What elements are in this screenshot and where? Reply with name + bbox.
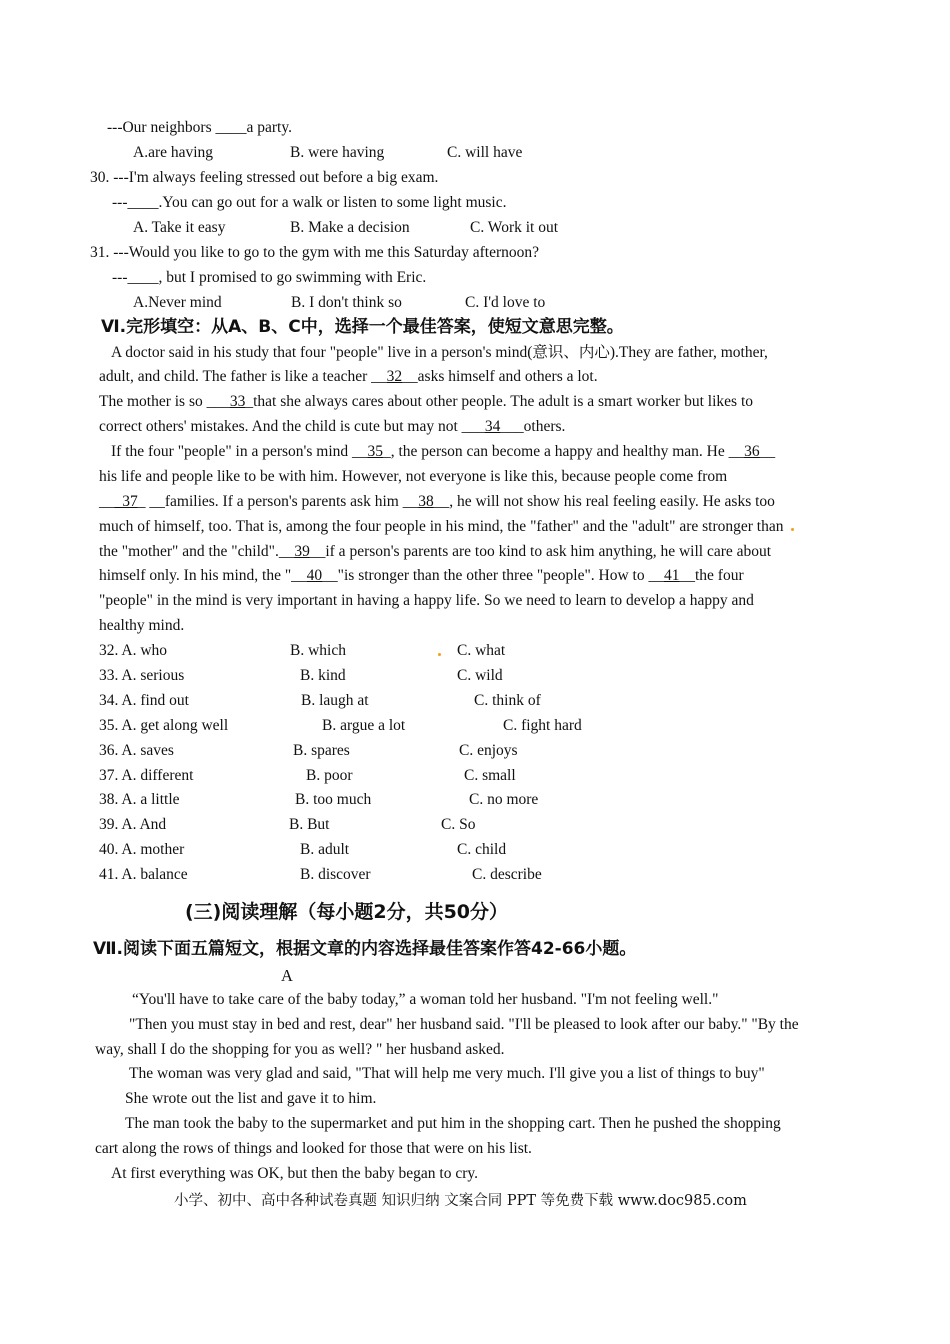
option-37-b: B. poor: [306, 767, 353, 784]
option-34-b: B. laugh at: [301, 692, 369, 709]
blank-35: 35: [367, 443, 383, 460]
blank-36: 36: [744, 443, 760, 460]
passage-line-5: If the four "people" in a person's mind __35_, the person can become a happy and healthy man. He __36__: [111, 443, 776, 460]
part3-heading: (三)阅读理解（每小题2分，共50分）: [185, 901, 509, 923]
blank-33: 33: [229, 393, 246, 410]
section7-heading: Ⅶ.阅读下面五篇短文，根据文章的内容选择最佳答案作答42-66小题。: [93, 939, 637, 959]
q29-option-a: A.are having: [133, 144, 214, 161]
option-39-b: B. But: [289, 816, 330, 833]
option-39-c: C. So: [441, 816, 476, 833]
option-36-c: C. enjoys: [459, 742, 518, 759]
blank-32: 32: [386, 368, 403, 385]
option-32-c: C. what: [457, 642, 506, 659]
reading-line-6: The man took the baby to the supermarket and put him in the shopping cart. Then he pushed the shopping: [125, 1115, 781, 1132]
passage-line-12: healthy mind.: [99, 617, 185, 634]
passage-letter: A: [281, 966, 293, 985]
option-32-b: B. which: [290, 642, 346, 659]
reading-line-7: cart along the rows of things and looked for those that were on his list.: [95, 1140, 532, 1157]
passage-line-7: ___37_ __families. If a person's parents ask him __38__, he will not show his real feeling easily. He asks too: [99, 493, 775, 510]
q31-question: 31. ---Would you like to go to the gym with me this Saturday afternoon?: [90, 244, 540, 261]
blank-41: 41: [664, 567, 680, 584]
passage-line-6: his life and people like to be with him. However, not everyone is like this, because people come from: [99, 468, 728, 485]
blank-34: 34: [484, 418, 501, 435]
q30-option-b: B. Make a decision: [290, 219, 410, 236]
q29-answer-line: ---Our neighbors ____a party.: [107, 119, 292, 136]
q31-option-c: C. I'd love to: [465, 294, 546, 311]
option-38-b: B. too much: [295, 791, 372, 808]
option-33-a: 33. A. serious: [99, 667, 185, 684]
option-34-c: C. think of: [474, 692, 541, 709]
option-33-b: B. kind: [300, 667, 346, 684]
q30-option-a: A. Take it easy: [133, 219, 226, 236]
option-35-b: B. argue a lot: [322, 717, 406, 734]
option-37-c: C. small: [464, 767, 516, 784]
blank-37: _37: [114, 493, 138, 510]
option-35-c: C. fight hard: [503, 717, 582, 734]
q31-answer-line: ---____, but I promised to go swimming with Eric.: [112, 269, 427, 286]
blank-39: 39: [294, 543, 310, 560]
option-38-c: C. no more: [469, 791, 539, 808]
reading-line-2: "Then you must stay in bed and rest, dear" her husband said. "I'll be pleased to look after our baby." "By the: [129, 1016, 799, 1033]
q30-answer-line: ---____.You can go out for a walk or listen to some light music.: [112, 194, 507, 211]
section6-heading: Ⅵ.完形填空：从A、B、C中，选择一个最佳答案，使短文意思完整。: [101, 317, 624, 337]
option-40-b: B. adult: [300, 841, 350, 858]
passage-line-1: A doctor said in his study that four "people" live in a person's mind(意识、内心).They are father, mother,: [111, 344, 768, 361]
passage-line-8: much of himself, too. That is, among the four people in his mind, the "father" and the "adult" are stronger than: [99, 518, 784, 535]
stray-mark: [791, 528, 794, 531]
option-35-a: 35. A. get along well: [99, 717, 229, 734]
stray-mark: [438, 653, 441, 656]
passage-line-4: correct others' mistakes. And the child is cute but may not ___34___others.: [99, 418, 566, 435]
option-40-c: C. child: [457, 841, 507, 858]
option-37-a: 37. A. different: [99, 767, 194, 784]
passage-line-2: adult, and child. The father is like a teacher __32__asks himself and others a lot.: [99, 368, 598, 385]
option-38-a: 38. A. a little: [99, 791, 180, 808]
blank-38: 38: [418, 493, 434, 510]
option-39-a: 39. A. And: [99, 816, 167, 833]
option-33-c: C. wild: [457, 667, 503, 684]
reading-line-5: She wrote out the list and gave it to him.: [125, 1090, 377, 1107]
passage-line-3: The mother is so ___33_that she always cares about other people. The adult is a smart worker but likes to: [99, 393, 753, 410]
q31-option-b: B. I don't think so: [291, 294, 402, 311]
passage-line-11: "people" in the mind is very important in having a happy life. So we need to learn to develop a happy and: [99, 592, 754, 609]
option-32-a: 32. A. who: [99, 642, 168, 659]
option-34-a: 34. A. find out: [99, 692, 189, 709]
option-41-a: 41. A. balance: [99, 866, 188, 883]
reading-line-4: The woman was very glad and said, "That will help me very much. I'll give you a list of things to buy": [129, 1065, 765, 1082]
reading-line-1: “You'll have to take care of the baby today,” a woman told her husband. "I'm not feeling well.": [132, 991, 719, 1008]
option-41-b: B. discover: [300, 866, 371, 883]
page-footer: 小学、初中、高中各种试卷真题 知识归纳 文案合同 PPT 等免费下载 www.doc985.com: [174, 1193, 747, 1209]
option-36-b: B. spares: [293, 742, 350, 759]
q31-option-a: A.Never mind: [133, 294, 222, 311]
passage-line-10: himself only. In his mind, the "__40__"is stronger than the other three "people". How to __41__the four: [99, 567, 744, 584]
option-36-a: 36. A. saves: [99, 742, 174, 759]
q30-option-c: C. Work it out: [470, 219, 559, 236]
reading-line-8: At first everything was OK, but then the baby began to cry.: [111, 1165, 479, 1182]
reading-line-3: way, shall I do the shopping for you as well? " her husband asked.: [95, 1041, 505, 1058]
q30-question: 30. ---I'm always feeling stressed out before a big exam.: [90, 169, 439, 186]
option-40-a: 40. A. mother: [99, 841, 185, 858]
passage-line-9: the "mother" and the "child".__39__if a person's parents are too kind to ask him anything, he will care about: [99, 543, 772, 560]
q29-option-b: B. were having: [290, 144, 385, 161]
blank-40: 40: [306, 567, 323, 584]
q29-option-c: C. will have: [447, 144, 523, 161]
option-41-c: C. describe: [472, 866, 542, 883]
